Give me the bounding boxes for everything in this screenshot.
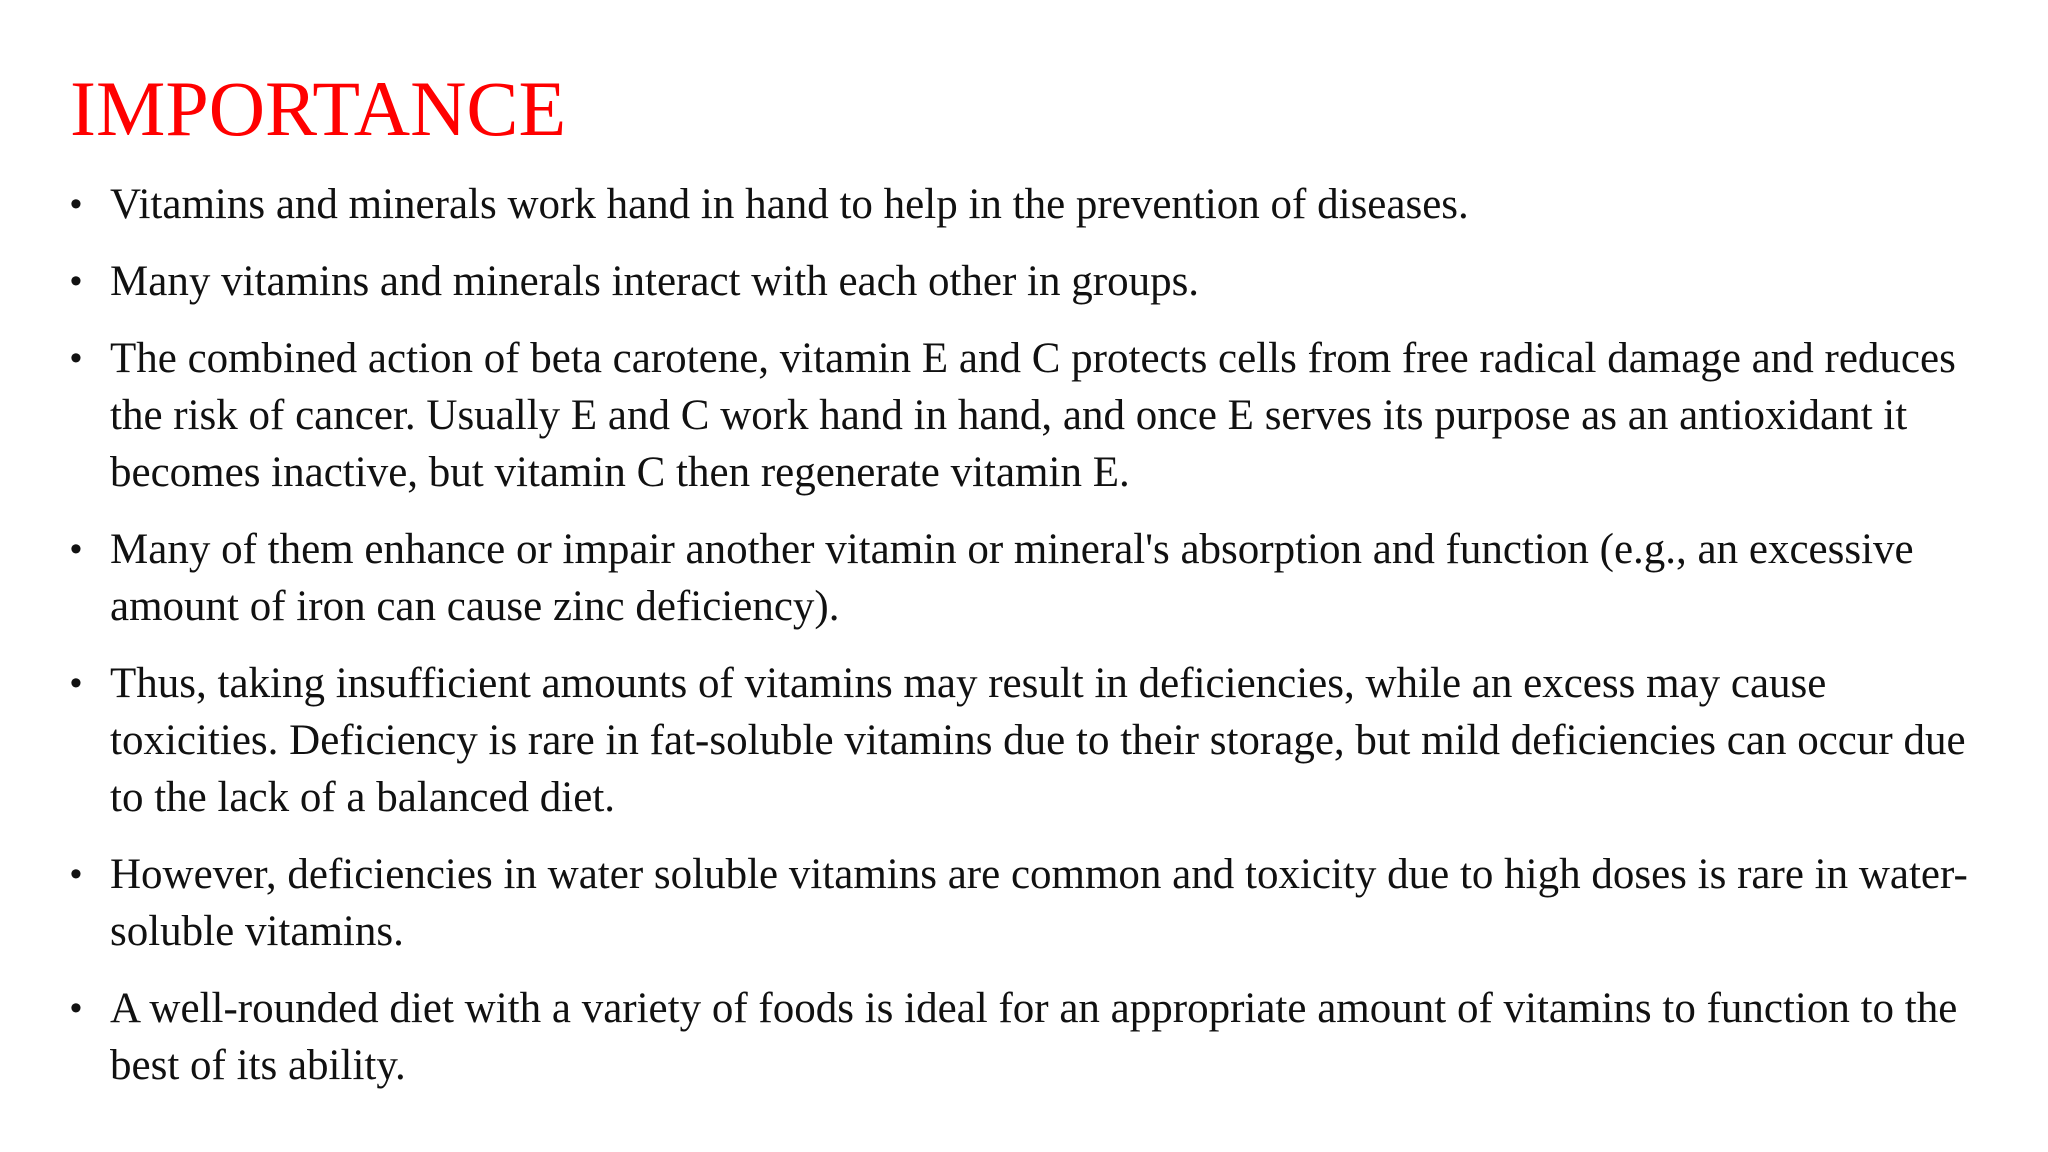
bullet-icon: • xyxy=(70,185,82,223)
bullet-icon: • xyxy=(70,530,82,568)
bullet-text: A well-rounded diet with a variety of foods is ideal for an appropriate amount of vitamins to function to the best of its ability. xyxy=(110,985,1958,1089)
bullet-text: Vitamins and minerals work hand in hand to help in the prevention of diseases. xyxy=(110,181,1469,228)
bullet-item xyxy=(70,253,2005,310)
bullet-item xyxy=(70,330,2005,501)
bullet-item xyxy=(70,176,2005,233)
bullet-list xyxy=(70,176,2005,1094)
bullet-text: However, deficiencies in water soluble vitamins are common and toxicity due to high doses is rare in water-soluble vitamins. xyxy=(110,851,1968,955)
bullet-icon: • xyxy=(70,989,82,1027)
slide-title: IMPORTANCE xyxy=(70,65,567,152)
bullet-icon: • xyxy=(70,339,82,377)
bullet-text: Thus, taking insufficient amounts of vitamins may result in deficiencies, while an excess may cause toxicities. Deficiency is rare in fat-soluble vitamins due to their storage, but mild deficiencies can occur due to the lack of a balanced diet. xyxy=(110,660,1966,821)
bullet-text: Many of them enhance or impair another vitamin or mineral's absorption and function (e.g., an excessive amount of iron can cause zinc deficiency). xyxy=(110,526,1914,630)
bullet-icon: • xyxy=(70,664,82,702)
bullet-icon: • xyxy=(70,262,82,300)
bullet-item xyxy=(70,980,2005,1094)
bullet-text: The combined action of beta carotene, vitamin E and C protects cells from free radical damage and reduces the risk of cancer. Usually E and C work hand in hand, and once E serves its purpose as an antioxidant it becomes inactive, but vitamin C then regenerate vitamin E. xyxy=(110,335,1956,496)
bullet-item xyxy=(70,521,2005,635)
bullet-text: Many vitamins and minerals interact with each other in groups. xyxy=(110,258,1200,305)
bullet-icon: • xyxy=(70,855,82,893)
bullet-item xyxy=(70,655,2005,826)
bullet-item xyxy=(70,846,2005,960)
